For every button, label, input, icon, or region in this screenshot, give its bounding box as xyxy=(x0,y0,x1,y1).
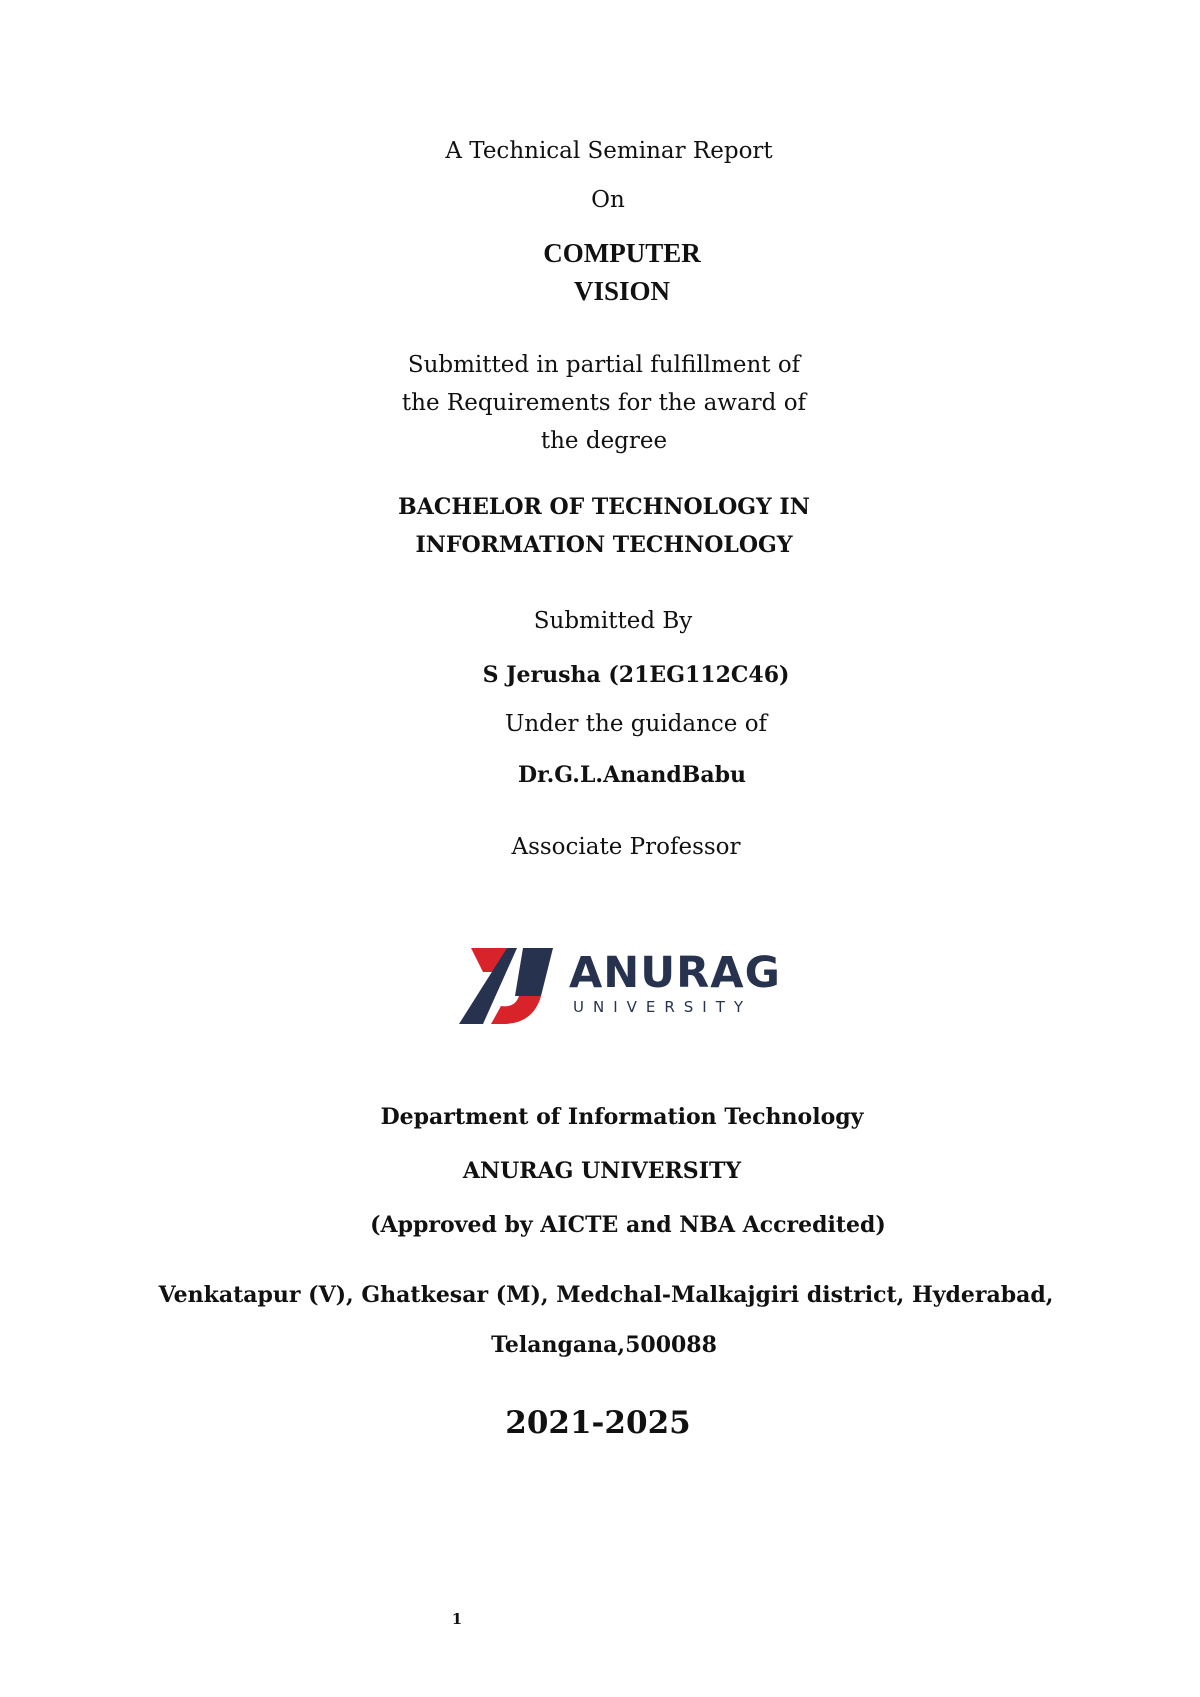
anurag-university-logo xyxy=(457,938,781,1028)
anurag-logo-mark-icon xyxy=(457,938,567,1028)
guide-title: Associate Professor xyxy=(511,834,741,860)
logo-wordmark: ANURAG xyxy=(569,948,781,998)
approval-note: (Approved by AICTE and NBA Accredited) xyxy=(370,1212,886,1238)
student-name: S Jerusha (21EG112C46) xyxy=(482,662,790,688)
address-line1: Venkatapur (V), Ghatkesar (M), Medchal-Malkajgiri district, Hyderabad, xyxy=(158,1282,1054,1308)
submission-line2: the Requirements for the award of xyxy=(401,390,807,416)
department-name: Department of Information Technology xyxy=(380,1104,864,1130)
academic-years: 2021-2025 xyxy=(505,1405,691,1441)
on-label: On xyxy=(591,187,625,213)
report-heading: A Technical Seminar Report xyxy=(445,138,773,164)
logo-navy-stem xyxy=(515,948,553,996)
page-number: 1 xyxy=(451,1610,463,1628)
university-name: ANURAG UNIVERSITY xyxy=(462,1158,742,1184)
report-title-line2: VISION xyxy=(573,276,671,306)
degree-line2: INFORMATION TECHNOLOGY xyxy=(415,532,793,558)
submitted-by-label: Submitted By xyxy=(533,608,693,634)
logo-red-hook xyxy=(491,996,541,1024)
submission-line3: the degree xyxy=(540,428,668,454)
logo-subtitle: UNIVERSITY xyxy=(573,998,753,1016)
submission-line1: Submitted in partial fulfillment of xyxy=(407,352,801,378)
address-line2: Telangana,500088 xyxy=(491,1332,717,1358)
degree-line1: BACHELOR OF TECHNOLOGY IN xyxy=(398,494,810,520)
guidance-label: Under the guidance of xyxy=(504,711,768,737)
report-title-line1: COMPUTER xyxy=(543,238,701,268)
guide-name: Dr.G.L.AnandBabu xyxy=(517,762,747,788)
